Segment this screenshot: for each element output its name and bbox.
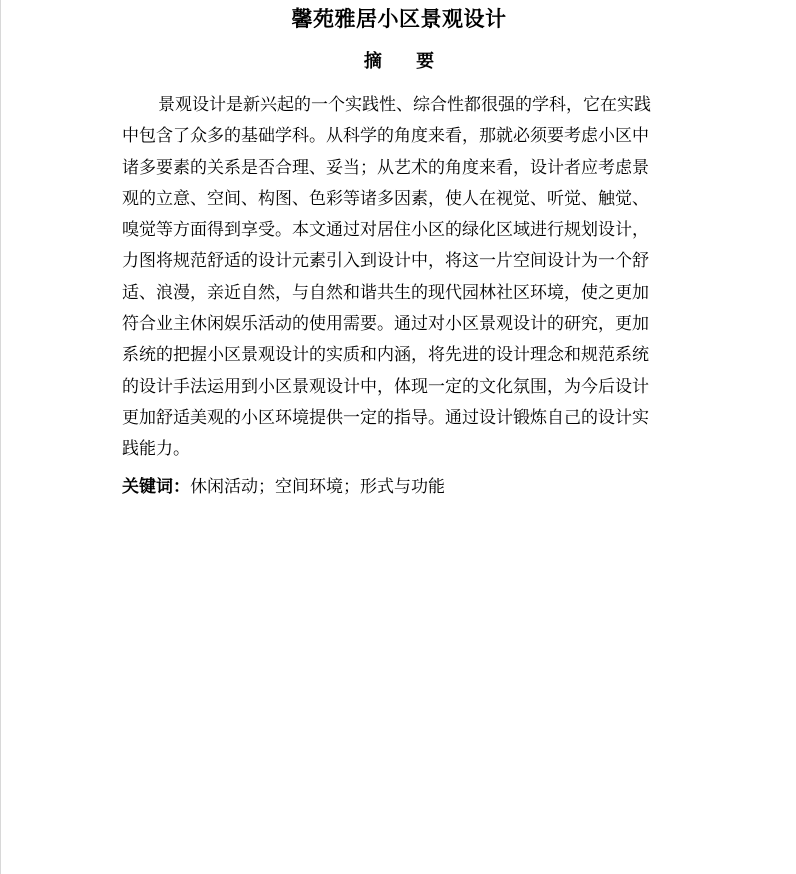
abstract-line: 的设计手法运用到小区景观设计中，体现一定的文化氛围，为今后设计: [122, 376, 649, 397]
keywords-text: 休闲活动；空间环境；形式与功能: [190, 477, 445, 497]
abstract-line: 力图将规范舒适的设计元素引入到设计中，将这一片空间设计为一个舒: [122, 251, 649, 272]
abstract-line: 嗅觉等方面得到享受。本文通过对居住小区的绿化区域进行规划设计，: [122, 220, 649, 241]
abstract-body: [122, 90, 700, 466]
abstract-line: 更加舒适美观的小区环境提供一定的指导。通过设计锻炼自己的设计实: [122, 407, 649, 428]
abstract-heading: 摘 要: [363, 51, 449, 72]
abstract-line: 景观设计是新兴起的一个实践性、综合性都很强的学科，它在实践: [158, 95, 651, 115]
keywords: [122, 474, 445, 500]
abstract-line: 践能力。: [122, 439, 190, 460]
abstract-line: 适、浪漫，亲近自然，与自然和谐共生的现代园林社区环境，使之更加: [122, 282, 649, 303]
abstract-line: 符合业主休闲娱乐活动的使用需要。通过对小区景观设计的研究，更加: [122, 314, 649, 335]
document-title: 馨苑雅居小区景观设计: [291, 7, 507, 31]
abstract-line: 中包含了众多的基础学科。从科学的角度来看，那就必须要考虑小区中: [122, 126, 649, 147]
abstract-line: 诸多要素的关系是否合理、妥当；从艺术的角度来看，设计者应考虑景: [122, 157, 649, 178]
keywords-label: 关键词：: [122, 477, 190, 497]
abstract-line: 观的立意、空间、构图、色彩等诸多因素，使人在视觉、听觉、触觉、: [122, 188, 649, 209]
abstract-line: 系统的把握小区景观设计的实质和内涵，将先进的设计理念和规范系统: [122, 345, 649, 366]
